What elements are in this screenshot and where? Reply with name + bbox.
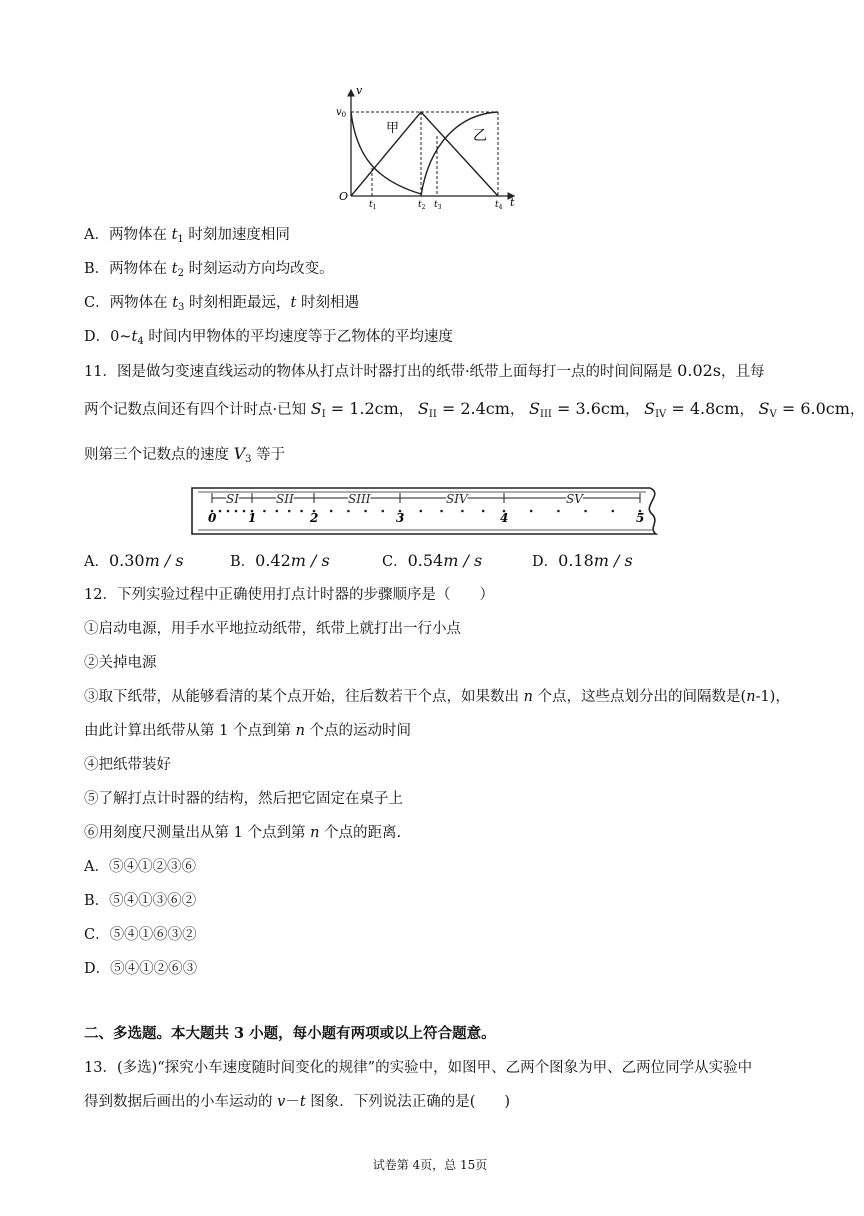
q12-step2: ②关掉电源 [84,655,157,671]
point-label-3: 3 [396,511,405,525]
seg-label-3: SIII [348,492,371,506]
paper-tape [190,484,672,538]
seg-label-4: SIV [446,492,468,506]
q13-line1: 13．(多选)“探究小车速度随时间变化的规律”的实验中，如图甲、乙两个图象为甲、乙两位同学从实验中 [84,1060,753,1076]
q11-line2: 两个记数点间还有四个计时点·已知 $S_I = 1.2cm$， $S_{II} = 2.4cm$， $S_{III} = 3.6cm$， $S_{IV} = 4.8cm$， $S_V = 6.0cm$， [84,399,864,420]
q10-option-c: C．两物体在 $t_3$ 时刻相距最远，t 时刻相遇 [84,295,359,313]
t-axis-label: t [510,196,515,209]
q12-step3: ③取下纸带，从能够看清的某个点开始，往后数若干个点，如果数出 n 个点，这些点划分出的间隔数是(n-1)， [84,689,790,705]
tape-dot [219,510,222,513]
tape-dot [263,510,266,513]
q10-option-d: D．$0\sim t_4$ 时间内甲物体的平均速度等于乙物体的平均速度 [84,329,453,347]
point-label-2: 2 [310,511,319,525]
tape-dot [243,510,246,513]
q11-options [84,551,684,573]
tape-dot [584,510,587,513]
tape-dot [482,510,485,513]
q10-option-b: B．两物体在 $t_2$ 时刻运动方向均改变。 [84,261,334,279]
q11-line1: 11．图是做匀变速直线运动的物体从打点计时器打出的纸带·纸带上面每打一点的时间间隔是 0.02s，且每 [84,361,765,380]
tape-dot [330,510,333,513]
tape-dot [300,510,303,513]
q12-step3-cont: 由此计算出纸带从第 1 个点到第 n 个点的运动时间 [84,723,412,739]
tape-dot [557,510,560,513]
q11-option-d: D．0.18m / s [532,551,633,570]
q12-option-c: C．⑤④①⑥③② [84,927,197,943]
seg-label-5: SV [566,492,583,506]
seg-label-2: SII [276,492,294,506]
tick-t1: $t_1$ [369,200,377,211]
q12-option-b: B．⑤④①③⑥② [84,893,197,909]
point-label-4: 4 [500,511,509,525]
tape-dot [227,510,230,513]
q12-option-d: D．⑤④①②⑥③ [84,961,198,977]
tape-dot [382,510,385,513]
q12-step5: ⑤了解打点计时器的结构，然后把它固定在桌子上 [84,791,403,807]
tick-t3: $t_3$ [434,200,442,211]
jia-label: 甲 [386,121,400,136]
seg-label-1: SI [226,492,239,506]
q11-option-a: A．0.30m / s [84,551,184,570]
vt-graph [334,84,522,210]
q12-option-a: A．⑤④①②③⑥ [84,859,196,875]
q13-line2: 得到数据后画出的小车运动的 v－t 图象．下列说法正确的是( ) [84,1094,511,1110]
section-2-heading: 二、多选题。本大题共 3 小题，每小题有两项或以上符合题意。 [84,1025,496,1042]
tape-dot [364,510,367,513]
q12-step6: ⑥用刻度尺测量出从第 1 个点到第 n 个点的距离. [84,825,402,841]
tape-dots [211,510,642,513]
v-axis-label: v [356,84,363,97]
yi-label: 乙 [473,128,487,144]
jia-line [351,112,498,196]
tape-dot [612,510,615,513]
tape-dot [420,510,423,513]
tick-t2: $t_2$ [418,200,426,211]
q11-line3: 则第三个记数点的速度 $V_3$ 等于 [84,444,286,465]
point-label-5: 5 [636,511,645,525]
origin-label: O [339,190,349,203]
tape-dot [288,510,291,513]
q11-option-c: C．0.54m / s [382,551,483,570]
tape-dot [440,510,443,513]
tape-dot [530,510,533,513]
point-label-0: 0 [208,511,217,525]
q12-stem: 12．下列实验过程中正确使用打点计时器的步骤顺序是（ ） [84,587,494,603]
tape-dot [347,510,350,513]
q12-step4: ④把纸带装好 [84,757,171,773]
tick-t4: $t_4$ [495,200,503,211]
q11-option-b: B．0.42m / s [230,551,330,570]
tape-dot [276,510,279,513]
q12-step1: ①启动电源，用手水平地拉动纸带，纸带上就打出一行小点 [84,621,461,637]
point-label-1: 1 [248,511,257,525]
page-footer: 试卷第 4页，总 15页 [372,1158,488,1172]
tape-dot [461,510,464,513]
q10-option-a: A．两物体在 $t_1$ 时刻加速度相同 [84,227,290,245]
v0-label: $v_0$ [336,107,347,119]
tape-dot [235,510,238,513]
